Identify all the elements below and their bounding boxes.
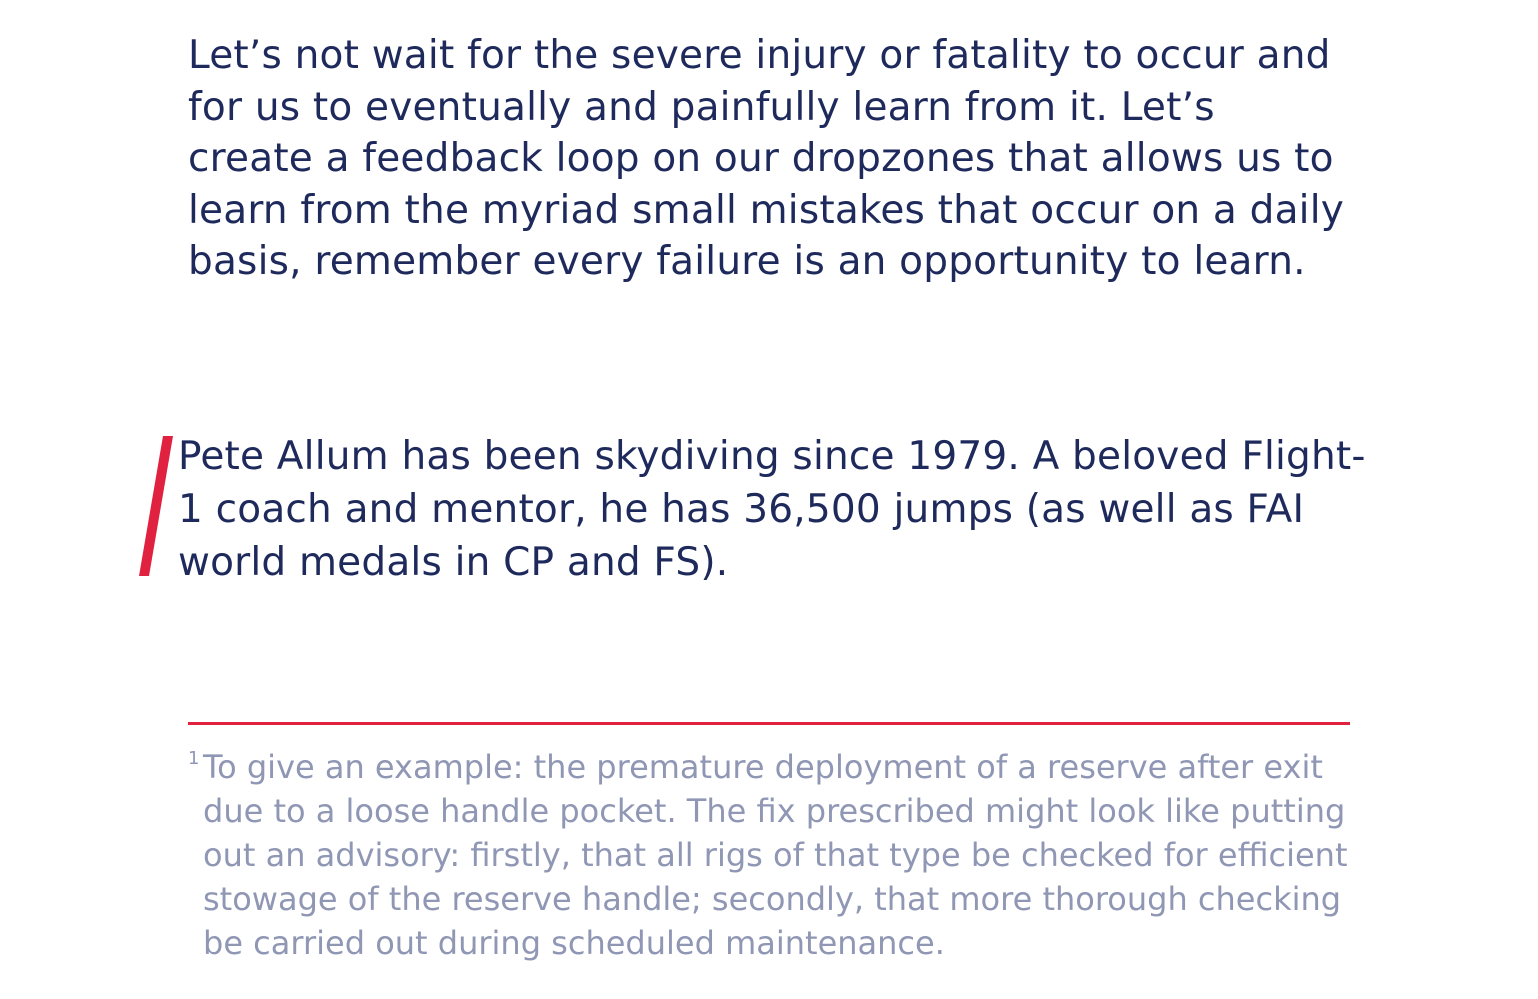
main-paragraph: Let’s not wait for the severe injury or fatality to occur and for us to eventually and painfully learn from it. Let’s create a feedback loop on our dropzones that allows us to learn from the myriad small mistakes that occur on a daily basis, remember every failure is an opportunity to learn. (188, 33, 1345, 284)
footnote-text: To give an example: the premature deployment of a reserve after exit due to a loose handle pocket. The fix prescribed might look like putting out an advisory: firstly, that all rigs of that type be checked for efficient stowage of the reserve handle; secondly, that more thorough checking be carried out during scheduled maintenance. (203, 748, 1348, 962)
author-bio: Pete Allum has been skydiving since 1979. A beloved Flight-1 coach and mentor, he has 36,500 jumps (as well as FAI world medals in CP and FS). (178, 434, 1366, 585)
footnote-divider (188, 722, 1350, 725)
footnote-marker: 1 (188, 748, 200, 769)
footnote (188, 745, 1348, 965)
slash-accent-icon (136, 436, 176, 576)
